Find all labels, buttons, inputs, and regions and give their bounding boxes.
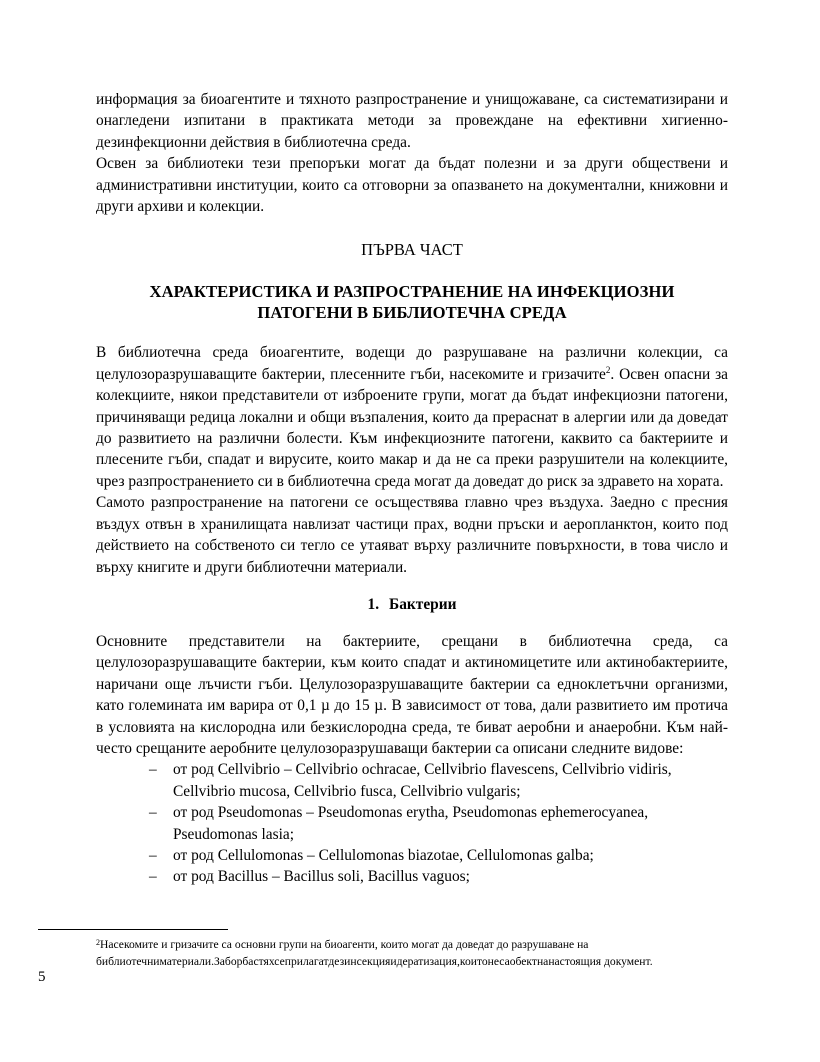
part-heading: ПЪРВА ЧАСТ (361, 240, 463, 260)
list-item (96, 866, 728, 887)
dash-marker: – (149, 761, 157, 779)
list-item-line-1: от род Cellvibrio – Cellvibrio ochracae, Cellvibrio flavescens, Cellvibrio vidiris, (173, 761, 672, 779)
list-item-line-2: Pseudomonas lasia; (173, 825, 294, 843)
dash-marker: – (149, 846, 157, 864)
chapter-paragraph-1 (96, 342, 728, 492)
list-item-line-1: от род Cellulomonas – Cellulomonas biazotae, Cellulomonas galba; (173, 846, 594, 864)
section-heading (96, 596, 728, 614)
intro-paragraph-2: Освен за библиотеки тези препоръки могат да бъдат полезни и за други обществени и административни институции, които са отговорни за опазването на документални, книжовни и други архиви и колекции. (96, 155, 728, 216)
list-item-line-1: от род Pseudomonas – Pseudomonas erytha, Pseudomonas ephemerocyanea, (173, 804, 649, 822)
species-list (96, 759, 728, 887)
chapter-paragraph-1-part-b: . Освен опасни за колекциите, някои представители от изброените групи, могат да бъдат инфекциозни патогени, причиняващи редица локални и общи възпаления, които да прераснат в алергии или да доведат до развитието на различни болести. Към инфекциозните патогени, каквито са бактериите и плесените гъби, спадат и вирусите, които макар и да не са преки разрушители на колекциите, чрез разпространението си в библиотечна среда могат да доведат до риск за здравето на хората. (96, 365, 729, 490)
section-number: 1. (367, 595, 380, 613)
list-item-line-2: Cellvibrio mucosa, Cellvibrio fusca, Cellvibrio vulgaris; (173, 782, 521, 800)
footnote-separator (38, 929, 228, 930)
intro-paragraph-1: информация за биоагентите и тяхното разпространение и унищожаване, са систематизирани и онагледени изпитани в практиката методи за провеждане на ефективни хигиенно- дезинфекционни действия в библиотечна среда. (96, 91, 728, 151)
list-item (96, 845, 728, 866)
chapter-title-line-1: ХАРАКТЕРИСТИКА И РАЗПРОСТРАНЕНИЕ НА ИНФЕКЦИОЗНИ (149, 282, 675, 302)
page-body (96, 89, 728, 888)
page-number: 5 (38, 969, 46, 985)
list-item (96, 759, 728, 802)
section-title: Бактерии (389, 595, 457, 613)
footnote-line-2: библиотечниматериали.Заборбастяхсеприлагатдезинсекцияидератизация,коитонесаобектнанастоящия документ. (96, 955, 653, 968)
chapter-title-line-2: ПАТОГЕНИ В БИБЛИОТЕЧНА СРЕДА (257, 303, 567, 323)
footnote (96, 936, 756, 970)
dash-marker: – (149, 804, 157, 822)
chapter-paragraph-1-part-a: В библиотечна среда биоагентите, водещи до разрушаване на различни колекции, са целулозоразрушаващите бактерии, плесенните гъби, насекомите и гризачите (96, 344, 728, 383)
list-item (96, 802, 728, 845)
footnote-text-1: Насекомите и гризачите са основни групи на биоагенти, които могат да доведат до разрушаване на (100, 938, 589, 951)
footnote-marker: 2 (96, 938, 100, 947)
dash-marker: – (149, 868, 157, 886)
chapter-title (96, 281, 728, 323)
chapter-paragraph-2: Самото разпространение на патогени се осъществява главно чрез въздуха. Заедно с пресния въздух отвън в хранилищата навлизат частици прах, водни пръски и аеропланктон, които под действието на собственото си тегло се утаяват върху различните повърхности, в това число и върху книгите и други библиотечни материали. (96, 494, 728, 576)
footnote-line-1 (96, 936, 756, 953)
list-item-line-1: от род Bacillus – Bacillus soli, Bacillus vaguos; (173, 868, 470, 886)
section-paragraph-1: Основните представители на бактериите, срещани в библиотечна среда, са целулозоразрушаващите бактерии, към които спадат и актиномицетите или актинобактериите, наричани още лъчисти гъби. Целулозоразрушаващите бактерии са едноклетъчни организми, като големината им варира от 0,1 µ до 15 µ. В зависимост от това, дали развитието им протича в условията на кислородна или безкислородна среда, те биват аеробни и анаеробни. Към най-често срещаните аеробните целулозоразрушаващи бактерии са описани следните видове: (96, 632, 728, 757)
footnote-reference[interactable]: 2 (605, 364, 611, 375)
